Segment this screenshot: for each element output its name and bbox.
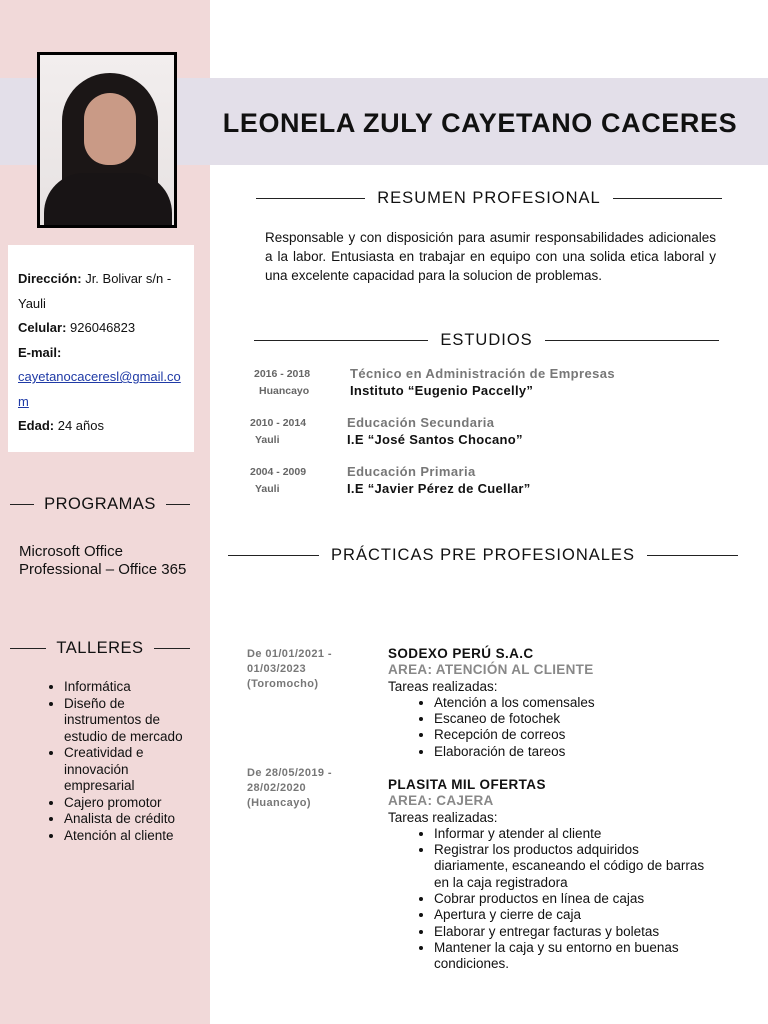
profile-photo: [37, 52, 177, 228]
resumen-title: RESUMEN PROFESIONAL: [377, 189, 601, 207]
phone-label: Celular:: [18, 320, 67, 335]
job-tasks-list: [388, 826, 708, 973]
education-years: 2016 - 2018: [254, 368, 311, 380]
list-item: • Atención al cliente: [64, 828, 198, 845]
job-date: De 01/01/2021 - 01/03/2023 (Toromocho): [247, 648, 332, 690]
age-label: Edad:: [18, 418, 55, 433]
contact-box: [8, 245, 194, 452]
list-item: • Atención a los comensales: [434, 695, 708, 711]
education-degree: Técnico en Administración de Empresas: [350, 366, 616, 381]
education-degree: Educación Primaria: [347, 464, 476, 479]
list-item: • Informar y atender al cliente: [434, 826, 708, 842]
address-value: Jr. Bolivar s/n - Yauli: [18, 271, 172, 311]
practicas-title: PRÁCTICAS PRE PROFESIONALES: [331, 546, 635, 564]
job-tasks-list: [388, 695, 708, 760]
education-years: 2010 - 2014: [250, 417, 307, 429]
programas-title: PROGRAMAS: [44, 495, 156, 513]
talleres-title: TALLERES: [56, 639, 144, 657]
programas-heading: [10, 495, 190, 514]
education-entry: [254, 366, 724, 402]
list-item: • Mantener la caja y su entorno en buenas condiciones.: [434, 940, 708, 973]
education-degree: Educación Secundaria: [347, 415, 495, 430]
job-tasks-label: Tareas realizadas:: [388, 809, 498, 825]
list-item: • Elaborar y entregar facturas y boletas: [434, 924, 708, 940]
talleres-heading: [10, 639, 190, 658]
education-years: 2004 - 2009: [250, 466, 307, 478]
resumen-text: Responsable y con disposición para asumir responsabilidades adicionales a la labor. Entusiasta en trabajar en equipo con una solida etica laboral y una excelente capacidad para la solucion de problemas.: [265, 230, 716, 283]
job-area: AREA: ATENCIÓN AL CLIENTE: [388, 662, 594, 678]
education-place: Yauli: [255, 434, 280, 446]
job-company: PLASITA MIL OFERTAS: [388, 777, 546, 792]
phone-line: [18, 316, 184, 341]
education-entry: [250, 415, 720, 451]
list-item: • Apertura y cierre de caja: [434, 907, 708, 923]
age-value: 24 años: [54, 418, 104, 433]
estudios-heading: [254, 331, 719, 350]
education-institution: I.E “José Santos Chocano”: [347, 432, 523, 447]
list-item: • Elaboración de tareos: [434, 744, 708, 760]
list-item: • Registrar los productos adquiridos diariamente, escaneando el código de barras en la caja registradora: [434, 842, 708, 891]
job-area: AREA: CAJERA: [388, 793, 494, 809]
education-institution: Instituto “Eugenio Paccelly”: [350, 383, 534, 398]
list-item: • Diseño de instrumentos de estudio de mercado: [64, 696, 198, 746]
email-link[interactable]: cayetanocaceresl@gmail.com: [18, 369, 181, 409]
list-item: • Cobrar productos en línea de cajas: [434, 891, 708, 907]
list-item: • Recepción de correos: [434, 727, 708, 743]
education-place: Yauli: [255, 483, 280, 495]
phone-value: 926046823: [66, 320, 136, 335]
practicas-heading: [228, 546, 738, 565]
address-label: Dirección:: [18, 271, 82, 286]
job-date: De 28/05/2019 - 28/02/2020 (Huancayo): [247, 767, 332, 809]
job-entry: [388, 646, 708, 760]
email-label: E-mail:: [18, 344, 62, 360]
list-item: • Informática: [64, 679, 198, 696]
resumen-heading: [256, 189, 722, 208]
list-item: • Creatividad e innovación empresarial: [64, 745, 198, 795]
candidate-name: LEONELA ZULY CAYETANO CACERES: [222, 108, 738, 138]
email-label-line: [18, 341, 184, 366]
education-entry: [250, 464, 720, 500]
list-item: • Cajero promotor: [64, 795, 198, 812]
talleres-list: [18, 679, 198, 844]
education-institution: I.E “Javier Pérez de Cuellar”: [347, 481, 531, 496]
estudios-title: ESTUDIOS: [440, 331, 533, 349]
email-line: [18, 365, 184, 414]
list-item: • Analista de crédito: [64, 811, 198, 828]
job-tasks-label: Tareas realizadas:: [388, 678, 498, 694]
list-item: • Escaneo de fotochek: [434, 711, 708, 727]
programas-text: Microsoft Office Professional – Office 365: [19, 543, 187, 578]
education-place: Huancayo: [259, 385, 310, 397]
age-line: [18, 414, 184, 439]
address-line: [18, 267, 184, 316]
job-company: SODEXO PERÚ S.A.C: [388, 646, 534, 661]
job-entry: [388, 777, 708, 973]
